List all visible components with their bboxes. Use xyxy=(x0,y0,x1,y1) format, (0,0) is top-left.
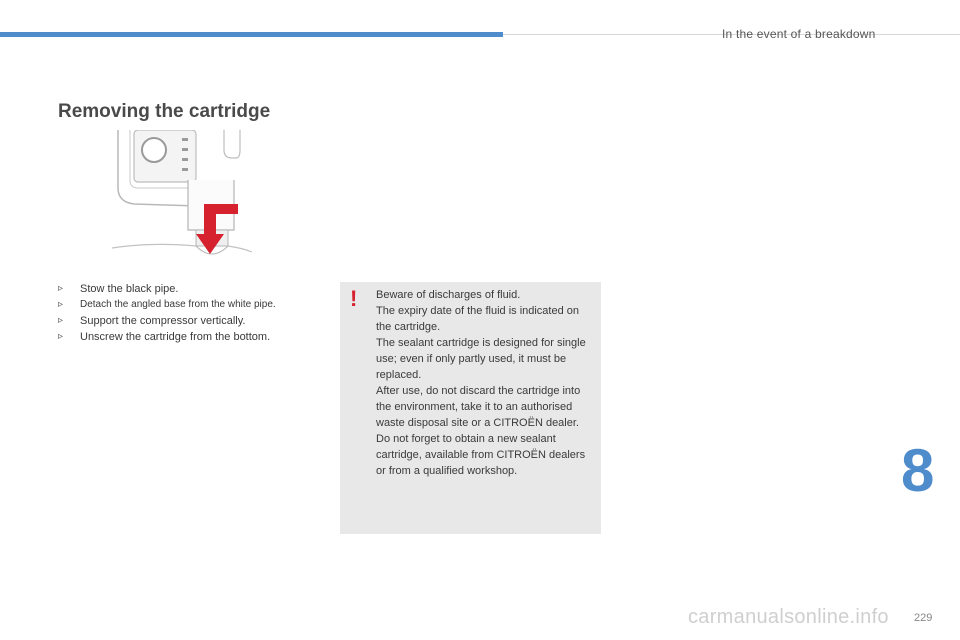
warning-text xyxy=(376,287,592,479)
exclamation-icon: ! xyxy=(350,286,358,311)
bullet-arrow-icon: ▹ xyxy=(58,331,64,342)
watermark: carmanualsonline.info xyxy=(688,606,889,628)
bullet-arrow-icon: ▹ xyxy=(58,315,64,326)
cartridge-removal-icon xyxy=(112,130,252,260)
page-number: 229 xyxy=(914,612,933,624)
cartridge-removal-illustration xyxy=(112,130,252,260)
warning-paragraph: Do not forget to obtain a new sealant cartridge, available from CITROËN dealers or from a qualified workshop. xyxy=(376,433,586,477)
step-text: Support the compressor vertically. xyxy=(80,315,246,327)
step-text: Unscrew the cartridge from the bottom. xyxy=(80,331,271,343)
step-item xyxy=(58,281,328,297)
step-item xyxy=(58,313,328,329)
warning-paragraph: The expiry date of the fluid is indicated on the cartridge. xyxy=(376,305,580,333)
warning-box xyxy=(340,282,601,534)
warning-paragraph: After use, do not discard the cartridge into the environment, take it to an authorised waste disposal site or a CITROËN dealer. xyxy=(376,385,581,429)
instruction-steps xyxy=(58,281,328,345)
header-accent-bar xyxy=(0,32,503,37)
chapter-title: In the event of a breakdown xyxy=(722,27,876,41)
page-title: Removing the cartridge xyxy=(58,101,271,122)
chapter-number: 8 xyxy=(901,437,935,504)
step-text: Detach the angled base from the white pipe. xyxy=(80,299,276,310)
warning-paragraph: The sealant cartridge is designed for single use; even if only partly used, it must be replaced. xyxy=(376,337,586,381)
step-text: Stow the black pipe. xyxy=(80,283,179,295)
bullet-arrow-icon: ▹ xyxy=(58,283,64,294)
step-item xyxy=(58,297,328,313)
bullet-arrow-icon: ▹ xyxy=(58,299,64,310)
step-item xyxy=(58,329,328,345)
warning-paragraph: Beware of discharges of fluid. xyxy=(376,289,521,301)
